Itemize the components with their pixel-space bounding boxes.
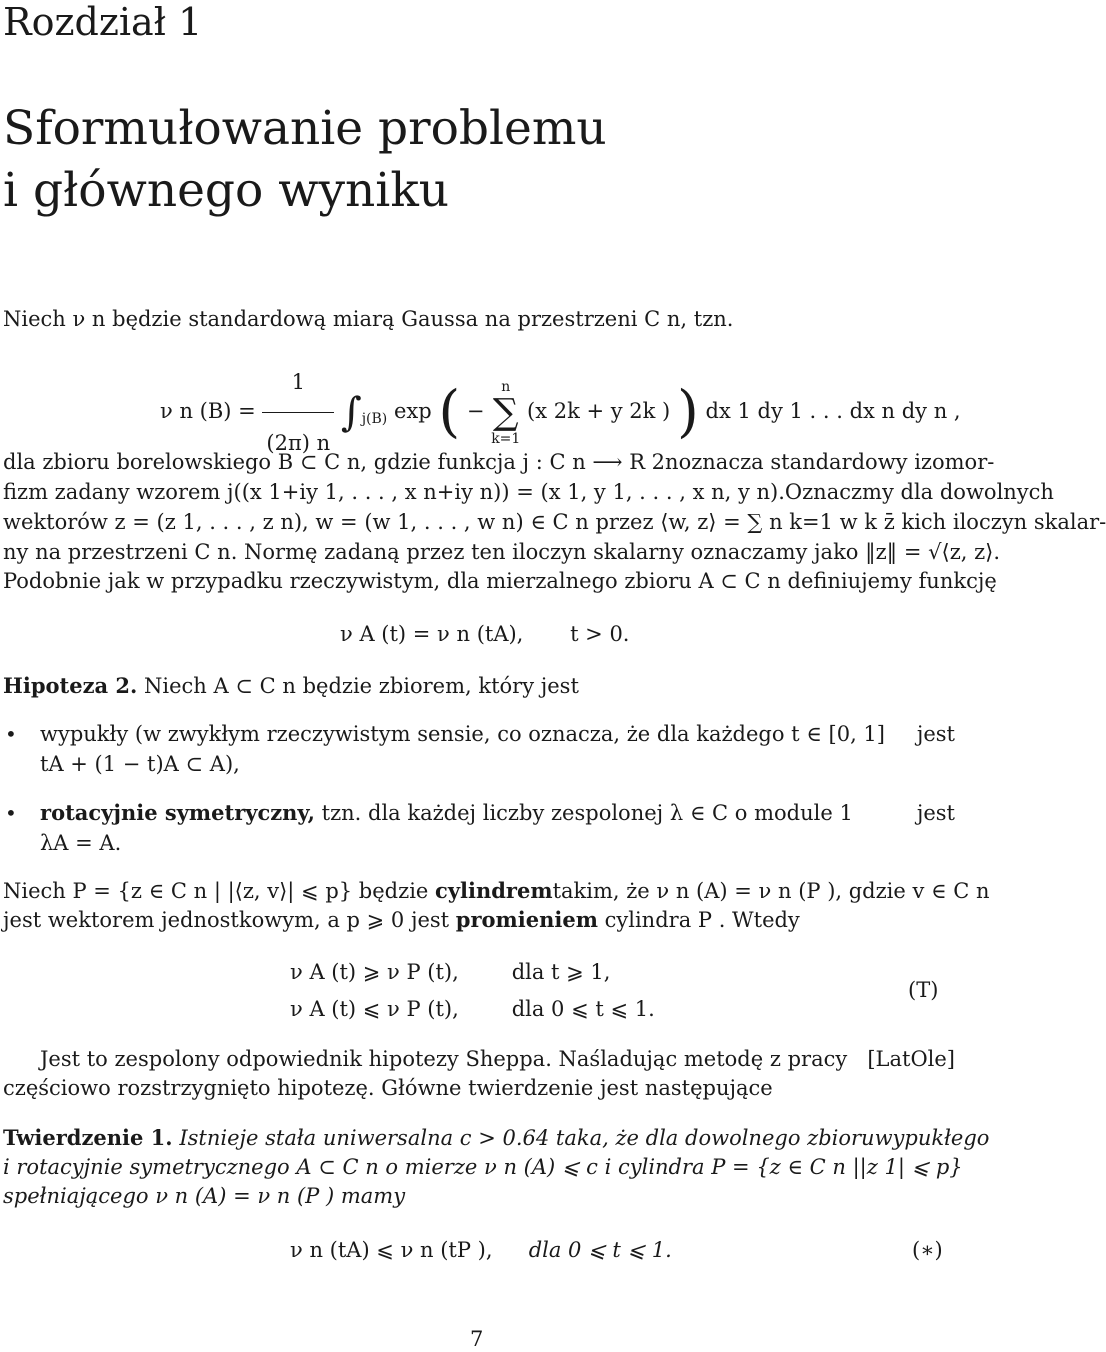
para2-line2-a: jest wektorem jednostkowym, a p ⩾ 0 jest (3, 908, 450, 932)
eq-star (290, 1236, 672, 1264)
chapter-label: Rozdział 1 (3, 0, 203, 44)
theorem-line1-b: wypukłego (874, 1126, 990, 1150)
theorem-line2-b: |z 1| ⩽ p} (859, 1155, 963, 1179)
eqT-row1-lhs: ν A (t) ⩾ ν P (t), (290, 960, 459, 984)
intro-line: Niech ν n będzie standardową miarą Gaussa na przestrzeni C n, tzn. (3, 307, 734, 331)
bullet2-bold: rotacyjnie symetryczny, (40, 800, 315, 825)
para1-line4: ny na przestrzeni C n. Normę zadaną przez ten iloczyn skalarny oznaczamy jako ‖z‖ = √⟨z, z⟩. (3, 540, 1001, 564)
theorem-line3 (3, 1182, 405, 1210)
theorem-line1 (3, 1124, 990, 1152)
eq-star-lhs: ν n (tA) ⩽ ν n (tP ), (290, 1238, 493, 1262)
hypothesis-label: Hipoteza 2. (3, 673, 138, 698)
bullet1-line1-b: jest (916, 722, 955, 746)
bullet1-line1 (40, 720, 955, 748)
eqT-row2-cond: dla 0 ⩽ t ⩽ 1. (511, 997, 655, 1021)
sum-body: (x 2k + y 2k ) (527, 399, 671, 423)
bullet-icon: • (5, 722, 17, 746)
eq-star-tag: (∗) (912, 1238, 943, 1262)
sum-sign: ∑ (492, 391, 519, 433)
integral-domain: j(B) (361, 411, 388, 428)
para1-line2-a: fizm zadany wzorem j((x 1+iy 1, . . . , x n+iy n)) = (x 1, y 1, . . . , x n, y n). (3, 480, 785, 504)
para2-line1-bold: cylindrem (435, 878, 553, 903)
eqT-row1-cond: dla t ⩾ 1, (511, 960, 611, 984)
para3-line1 (40, 1045, 955, 1073)
bullet2-line1-b: jest (916, 801, 955, 825)
para1-line2 (3, 478, 1054, 506)
theorem-line2-a: i rotacyjnie symetrycznego A ⊂ C n o mierze ν n (A) ⩽ c i cylindra P = {z ∈ C n | (3, 1155, 860, 1179)
bullet2-rest: tzn. dla każdej liczby zespolonej λ ∈ C o module 1 (321, 801, 853, 825)
eqT-row2-lhs: ν A (t) ⩽ ν P (t), (290, 997, 459, 1021)
para1-line5: Podobnie jak w przypadku rzeczywistym, dla mierzalnego zbioru A ⊂ C n definiujemy funkcję (3, 569, 997, 593)
para2-line1-main (3, 877, 553, 905)
chapter-title-line1: Sformułowanie problemu (3, 101, 607, 156)
gauss-frac-den: (2π) n (266, 431, 331, 455)
nuA-condition: t > 0. (570, 622, 630, 646)
gauss-lhs: ν n (B) = (160, 399, 256, 423)
eqT-row2 (290, 995, 655, 1023)
para3-line1-b: [LatOle] (867, 1047, 955, 1071)
bullet2-line1-a (40, 799, 853, 827)
bullet-icon: • (5, 801, 17, 825)
para1-line3 (3, 508, 1106, 536)
bullet2-line1 (40, 799, 955, 827)
chapter-title (3, 98, 607, 222)
nuA-equation (340, 620, 629, 648)
para1-line1-a: dla zbioru borelowskiego B ⊂ C n, gdzie funkcja j : C n ⟶ R 2n (3, 450, 679, 474)
para1-line3-b: ich iloczyn skalar- (914, 510, 1106, 534)
para1-line2-b: Oznaczmy dla dowolnych (784, 480, 1054, 504)
page-number: 7 (470, 1327, 484, 1351)
gauss-frac-num: 1 (262, 352, 334, 413)
right-paren: ) (676, 379, 699, 445)
eqT-tag: (T) (908, 978, 939, 1002)
para2-line2-bold: promieniem (455, 907, 598, 932)
para2-line1 (3, 877, 990, 905)
theorem-label: Twierdzenie 1. (3, 1125, 173, 1150)
sum-operator (491, 379, 520, 447)
eqT-row1 (290, 958, 610, 986)
theorem-line2 (3, 1153, 963, 1181)
bullet1-line2: tA + (1 − t)A ⊂ A), (40, 752, 240, 776)
nuA-text: ν A (t) = ν n (tA), (340, 622, 524, 646)
para2-line1-a: Niech P = {z ∈ C n | |⟨z, v⟩| ⩽ p} będzie (3, 879, 429, 903)
hypothesis (3, 672, 579, 700)
para2-line2-c: cylindra P . Wtedy (604, 908, 800, 932)
para1-line1 (3, 448, 995, 476)
minus-sign: − (466, 399, 485, 423)
theorem-line3-text: spełniającego ν n (A) = ν n (P ) mamy (3, 1184, 406, 1208)
integral-sign: ∫ (340, 389, 362, 436)
para3-line1-a: Jest to zespolony odpowiednik hipotezy Sheppa. Naśladując metodę z pracy (40, 1047, 848, 1071)
para2-line1-c: takim, że ν n (A) = ν n (P ), gdzie v ∈ C n (552, 879, 990, 903)
para1-line1-b: oznacza standardowy izomor- (678, 450, 995, 474)
bullet1-line1-a: wypukły (w zwykłym rzeczywistym sensie, co oznacza, że dla każdego t ∈ [0, 1] (40, 722, 885, 746)
eq-star-cond: dla 0 ⩽ t ⩽ 1. (528, 1238, 672, 1262)
para3-line2: częściowo rozstrzygnięto hipotezę. Główne twierdzenie jest następujące (3, 1076, 773, 1100)
para2-line2 (3, 906, 800, 934)
theorem-line1-main (3, 1124, 875, 1152)
theorem-line1-a: Istnieje stała uniwersalna c > 0.64 taka, że dla dowolnego zbioru (179, 1126, 875, 1150)
sum-upper: n (501, 378, 511, 395)
chapter-title-line2: i głównego wyniku (3, 163, 450, 218)
exp-label: exp (393, 399, 432, 423)
left-paren: ( (438, 379, 461, 445)
hypothesis-text: Niech A ⊂ C n będzie zbiorem, który jest (144, 674, 579, 698)
gauss-tail: dx 1 dy 1 . . . dx n dy n , (705, 399, 961, 423)
para1-line3-a: wektorów z = (z 1, . . . , z n), w = (w 1, . . . , w n) ∈ C n przez ⟨w, z⟩ = ∑ n k=1 w k z̄ k (3, 510, 915, 534)
bullet2-line2: λA = A. (40, 831, 122, 855)
sum-lower: k=1 (491, 430, 521, 447)
